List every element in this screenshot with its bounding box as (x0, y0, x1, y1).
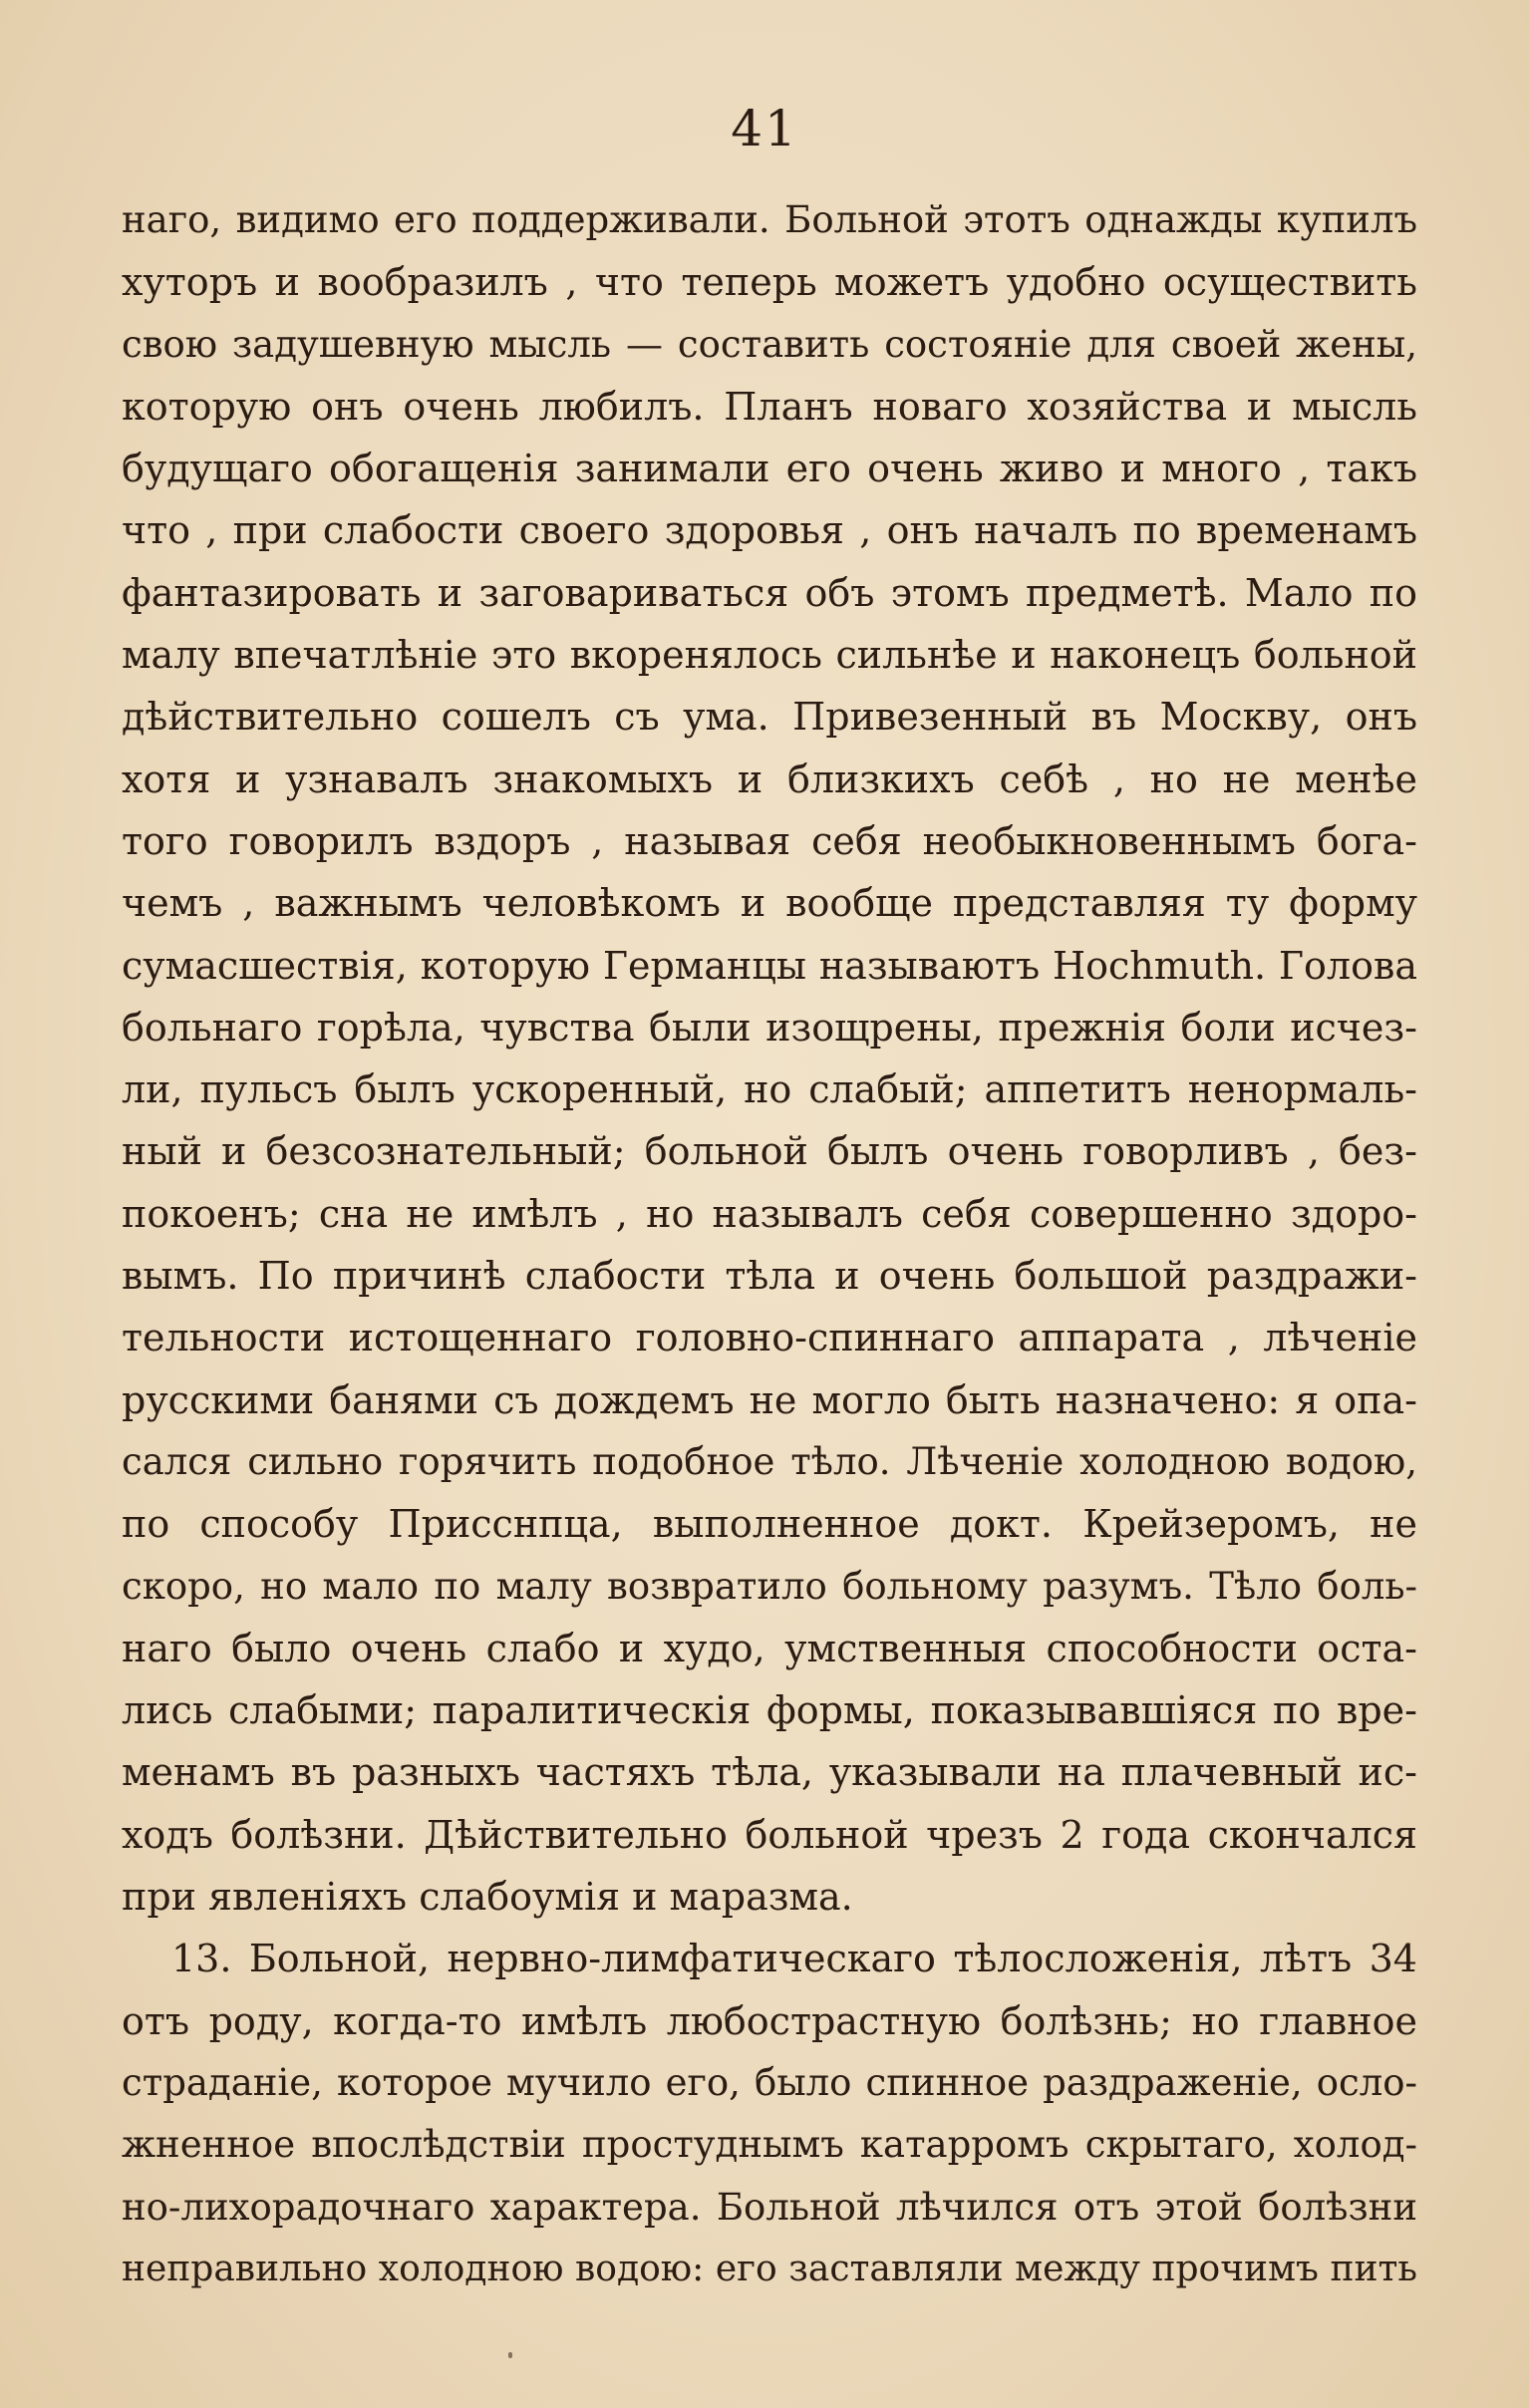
text-line: дѣйствительно сошелъ съ ума. Привезенный въ Москву, онъ (122, 695, 1417, 740)
text-line: наго было очень слабо и худо, умственныя способности оста- (122, 1626, 1417, 1670)
text-line: хуторъ и вообразилъ , что теперь можетъ удобно осуществить (122, 260, 1417, 305)
text-line: русскими банями съ дождемъ не могло быть назначено: я опа- (122, 1377, 1417, 1422)
text-line: которую онъ очень любилъ. Планъ новаго хозяйства и мысль (122, 384, 1417, 429)
text-line: сался сильно горячить подобное тѣло. Лѣченіе холодною водою, (122, 1439, 1417, 1483)
body-text (122, 189, 1417, 2300)
text-line: скоро, но мало по малу возвратило больному разумъ. Тѣло боль- (122, 1564, 1417, 1608)
text-line: по способу Присснпца, выполненное докт. Крейзеромъ, не (122, 1502, 1417, 1547)
text-line: вымъ. По причинѣ слабости тѣла и очень большой раздражи- (122, 1254, 1417, 1299)
page-number: 41 (731, 100, 798, 157)
text-line: тельности истощеннаго головно-спиннаго аппарата , лѣченіе (122, 1316, 1417, 1360)
text-line: менамъ въ разныхъ частяхъ тѣла, указывали на плачевный ис- (122, 1750, 1417, 1795)
paragraph-end-line: при явленіяхъ слабоумія и маразма. (122, 1875, 853, 1920)
text-line: фантазировать и заговариваться объ этомъ предметѣ. Мало по (122, 570, 1417, 615)
text-line: малу впечатлѣніе это вкоренялось сильнѣе и наконецъ больной (122, 633, 1417, 678)
text-line: лись слабыми; паралитическія формы, показывавшіяся по вре- (122, 1688, 1417, 1733)
text-line: свою задушевную мысль — составить состояніе для своей жены, (122, 322, 1417, 366)
paragraph-start-line: 13. Больной, нервно-лимфатическаго тѣлосложенія, лѣтъ 34 (171, 1937, 1417, 1981)
text-line: наго, видимо его поддерживали. Больной этотъ однажды купилъ (122, 198, 1417, 241)
text-line: больнаго горѣла, чувства были изощрены, прежнія боли исчез- (122, 1005, 1417, 1050)
text-line: сумасшествія, которую Германцы называютъ Hochmuth. Голова (122, 943, 1417, 988)
text-line: чемъ , важнымъ человѣкомъ и вообще представляя ту форму (122, 881, 1417, 926)
text-line: будущаго обогащенія занимали его очень живо и много , такъ (122, 447, 1417, 491)
text-line: что , при слабости своего здоровья , онъ началъ по временамъ (122, 508, 1417, 553)
text-line: неправильно холодною водою: его заставляли между прочимъ пить (122, 2248, 1417, 2289)
text-line: страданіе, которое мучило его, было спинное раздраженіе, ослo- (122, 2060, 1417, 2104)
text-line: отъ роду, когда-то имѣлъ любострастную болѣзнь; но главное (122, 1998, 1417, 2043)
text-line: ный и безсознательный; больной былъ очень говорливъ , без- (122, 1129, 1417, 1174)
text-line: того говорилъ вздоръ , называя себя необыкновеннымъ бога- (122, 818, 1417, 863)
text-line: ли, пульсъ былъ ускоренный, но слабый; аппетитъ ненормаль- (122, 1067, 1417, 1112)
text-line: хотя и узнавалъ знакомыхъ и близкихъ себѣ , но не менѣе (122, 756, 1417, 801)
text-line: жненное впослѣдствіи простуднымъ катарромъ скрытаго, холод- (122, 2123, 1417, 2167)
text-line: ходъ болѣзни. Дѣйствительно больной чрезъ 2 года скончался (122, 1812, 1417, 1857)
text-line: покоенъ; сна не имѣлъ , но называлъ себя совершенно здоро- (122, 1191, 1417, 1236)
ink-speck (508, 2352, 512, 2358)
text-line: но-лихорадочнаго характера. Больной лѣчился отъ этой болѣзни (122, 2185, 1417, 2229)
